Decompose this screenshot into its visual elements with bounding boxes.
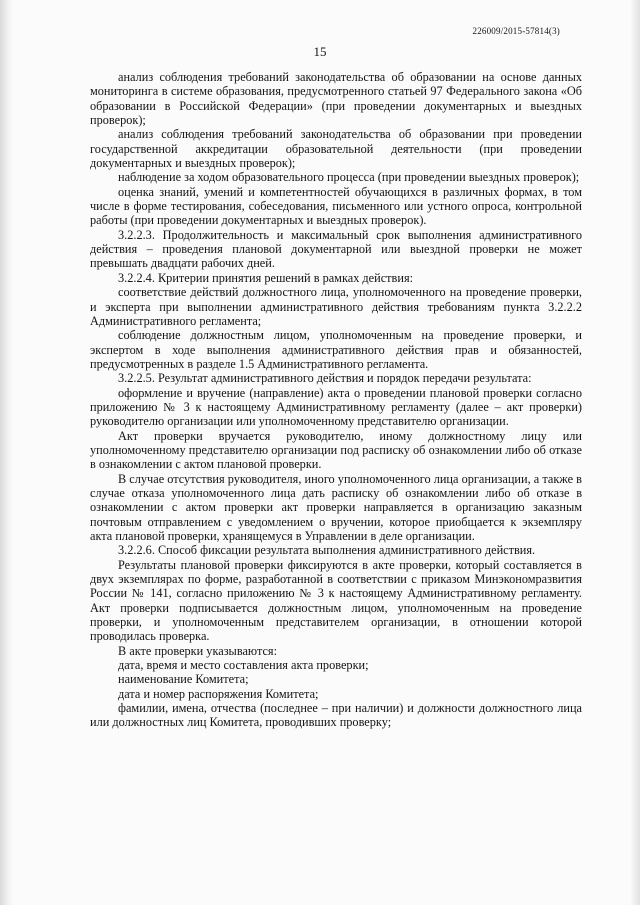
paragraph: оценка знаний, умений и компетентностей обучающихся в различных формах, в том числе в форме тестирования, собеседования, письменного или устного опроса, контрольной работы (при проведении документарных и выездных проверок). (90, 184, 582, 228)
paragraph: 3.2.2.5. Результат административного действия и порядок передачи результата: (118, 371, 532, 386)
document-body (90, 70, 582, 730)
paragraph: дата и номер распоряжения Комитета; (118, 686, 319, 701)
paragraph: В случае отсутствия руководителя, иного уполномоченного лица организации, а также в случае отказа уполномоченного лица дать расписку об ознакомлении либо об отказе в ознакомлении с актом проверки акт проверки направляется в организацию заказным почтовым отправлением с уведомлением о вручении, которое приобщается к экземпляру акта плановой проверки, хранящемуся в Управлении в деле организации. (90, 471, 582, 543)
paragraph: оформление и вручение (направление) акта о проведении плановой проверки согласно приложению № 3 к настоящему Административному регламенту (далее – акт проверки) руководителю организации или уполномоченному представителю организации. (90, 385, 582, 429)
paragraph: 3.2.2.3. Продолжительность и максимальный срок выполнения административного действия – проведения плановой документарной или выездной проверки не может превышать двадцати рабочих дней. (90, 227, 582, 271)
paragraph: Результаты плановой проверки фиксируются в акте проверки, который составляется в двух экземплярах по форме, разработанной в соответствии с приказом Минэкономразвития России № 141, согласно приложению № 3 к настоящему Административному регламенту. Акт проверки подписывается должностным лицом, уполномоченным на проведение проверки, и уполномоченным представителем организации, в отношении которой проводилась проверка. (90, 557, 582, 644)
paragraph: В акте проверки указываются: (118, 643, 277, 658)
document-id: 226009/2015-57814(3) (472, 26, 560, 36)
paragraph: анализ соблюдения требований законодательства об образовании при проведении государственной аккредитации образовательной деятельности (при проведении документарных и выездных проверок); (90, 127, 582, 171)
paragraph: наблюдение за ходом образовательного процесса (при проведении выездных проверок); (118, 170, 580, 185)
paragraph: дата, время и место составления акта проверки; (118, 658, 369, 673)
paragraph: фамилии, имена, отчества (последнее – при наличии) и должности должностного лица или должностных лиц Комитета, проводивших проверку; (90, 701, 582, 730)
paragraph: наименование Комитета; (118, 672, 249, 687)
paragraph: Акт проверки вручается руководителю, иному должностному лицу или уполномоченному представителю организации под расписку об ознакомлении либо об отказе в ознакомлении с актом плановой проверки. (90, 428, 582, 472)
paragraph: 3.2.2.4. Критерии принятия решений в рамках действия: (118, 270, 414, 285)
paragraph: соответствие действий должностного лица, уполномоченного на проведение проверки, и эксперта при выполнении административного действия требованиям пункта 3.2.2.2 Административного регламента; (90, 285, 582, 328)
paragraph: анализ соблюдения требований законодательства об образовании на основе данных мониторинга в системе образования, предусмотренного статьей 97 Федерального закона «Об образовании в Российской Федерации» (при проведении документарных и выездных проверок); (90, 70, 582, 128)
paragraph: соблюдение должностным лицом, уполномоченным на проведение проверки, и экспертом в ходе выполнения административного действия прав и обязанностей, предусмотренных в разделе 1.5 Административного регламента. (90, 328, 582, 371)
scan-edge-left (0, 0, 14, 905)
paragraph: 3.2.2.6. Способ фиксации результата выполнения административного действия. (118, 543, 536, 558)
page-number: 15 (313, 44, 327, 59)
scan-edge-right (630, 0, 640, 905)
